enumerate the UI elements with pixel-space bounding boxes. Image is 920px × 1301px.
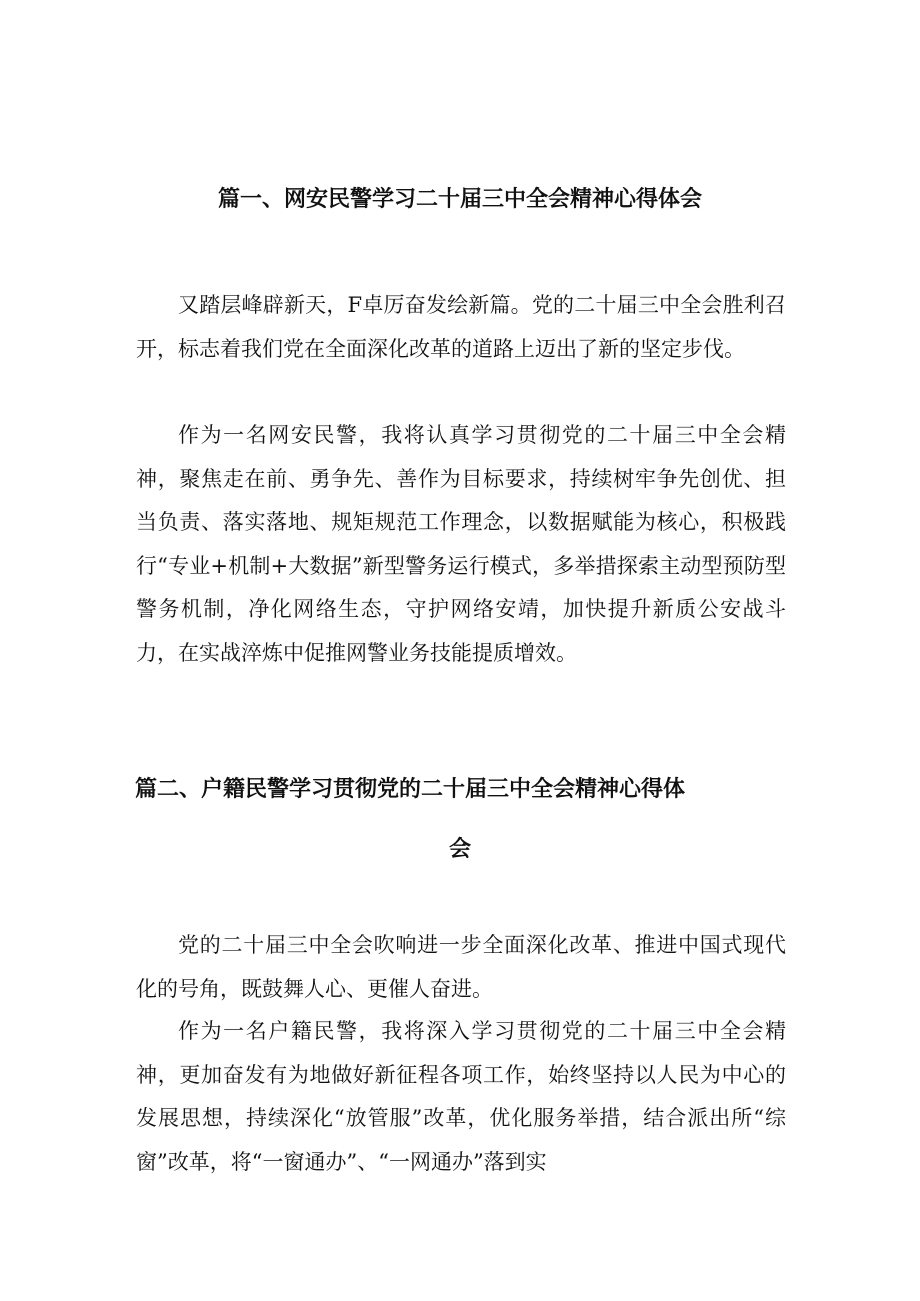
section2-title-line1: 篇二、户籍民警学习贯彻党的二十届三中全会精神心得体 <box>135 777 686 802</box>
section1-title: 篇一、网安民警学习二十届三中全会精神心得体会 <box>217 187 702 212</box>
section1-paragraph-1: 又踏层峰辟新天，F卓厉奋发绘新篇。党的二十届三中全会胜利召开，标志着我们党在全面深化改革的道路上迈出了新的坚定步伐。 <box>136 293 786 361</box>
section2-paragraph-1: 党的二十届三中全会吹响进一步全面深化改革、推进中国式现代化的号角，既鼓舞人心、更催人奋进。 <box>136 933 786 1001</box>
section2-title-line2: 会 <box>448 837 471 862</box>
section1-paragraph-2: 作为一名网安民警，我将认真学习贯彻党的二十届三中全会精神，聚焦走在前、勇争先、善作为目标要求，持续树牢争先创优、担当负责、落实落地、规矩规范工作理念，以数据赋能为核心，积极践行“专业+机制+大数据”新型警务运行模式，多举措探索主动型预防型警务机制，净化网络生态，守护网络安靖，加快提升新质公安战斗力，在实战淬炼中促推网警业务技能提质增效。 <box>136 423 786 665</box>
section2-paragraph-2: 作为一名户籍民警，我将深入学习贯彻党的二十届三中全会精神，更加奋发有为地做好新征程各项工作，始终坚持以人民为中心的发展思想，持续深化“放管服”改革，优化服务举措，结合派出所“综窗”改革，将“一窗通办”、“一网通办”落到实 <box>136 1019 786 1174</box>
